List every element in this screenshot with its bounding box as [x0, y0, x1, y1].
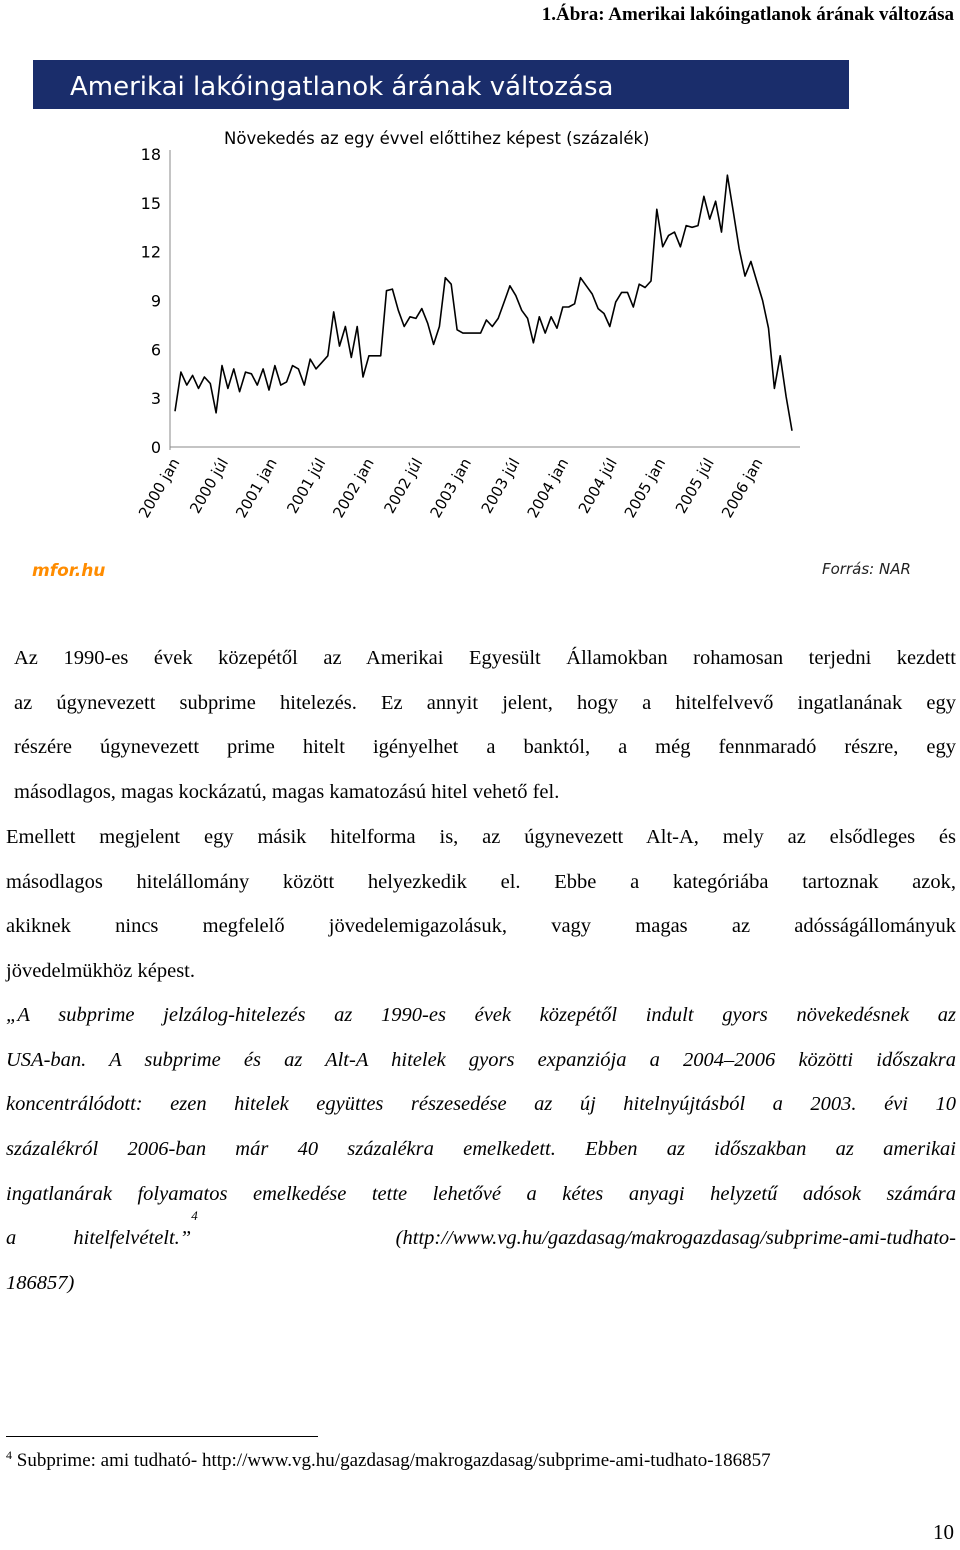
- paragraph-line: USA-ban. A subprime és az Alt-A hitelek gyors expanziója a 2004–2006 közötti időszakra: [6, 1048, 956, 1071]
- y-tick-label: 15: [140, 193, 161, 213]
- source-link[interactable]: (http://www.vg.hu/gazdasag/makrogazdasag/subprime-ami-tudhato-: [395, 1227, 956, 1250]
- y-tick-label: 6: [150, 340, 161, 360]
- x-tick-label: 2002 júl: [380, 455, 427, 517]
- x-tick-label: 2000 jan: [134, 455, 184, 521]
- paragraph-line: százalékról 2006-ban már 40 százalékra emelkedett. Ebben az időszakban az amerikai: [6, 1138, 956, 1161]
- paragraph-line: másodlagos hitelállomány között helyezkedik el. Ebbe a kategóriába tartoznak azok,: [6, 870, 956, 893]
- x-tick-label: 2004 júl: [574, 455, 621, 517]
- x-tick-label: 2005 júl: [671, 455, 718, 517]
- figure-heading: 1.Ábra: Amerikai lakóingatlanok árának változása: [541, 4, 954, 25]
- series-line: [175, 175, 792, 431]
- paragraph-line: koncentrálódott: ezen hitelek együttes részesedése az új hitelnyújtásból a 2003. évi 10: [6, 1093, 956, 1116]
- x-tick-label: 2000 júl: [186, 455, 233, 517]
- x-tick-label: 2003 júl: [477, 455, 524, 517]
- y-tick-label: 0: [150, 438, 161, 457]
- paragraph-line: Az 1990-es évek közepétől az Amerikai Egyesült Államokban rohamosan terjedni kezdett: [14, 647, 956, 669]
- paragraph-line: „A subprime jelzálog-hitelezés az 1990-es évek közepétől indult gyors növekedésnek az: [6, 1004, 956, 1026]
- x-tick-label: 2006 jan: [717, 455, 767, 521]
- footnote: [6, 1450, 771, 1472]
- paragraph-1: [6, 636, 956, 815]
- x-tick-label: 2001 júl: [283, 455, 330, 517]
- footnote-number: 4: [6, 1448, 12, 1462]
- quote-last-line: [6, 1208, 956, 1261]
- quote-paragraph: [6, 993, 956, 1306]
- y-tick-label: 18: [140, 145, 161, 164]
- paragraph-line: az úgynevezett subprime hitelezés. Ez annyit jelent, hogy a hitelfelvevő ingatlanának egy: [14, 691, 956, 714]
- footnote-divider: [6, 1436, 318, 1437]
- paragraph-line: részére úgynevezett prime hitelt igényelhet a banktól, a még fennmaradó részre, egy: [14, 736, 956, 759]
- x-tick-label: 2001 jan: [232, 455, 281, 521]
- paragraph-line: Emellett megjelent egy másik hitelforma is, az úgynevezett Alt-A, mely az elsődleges és: [6, 826, 956, 848]
- y-axis-ticks: [141, 145, 161, 457]
- paragraph-line: ingatlanárak folyamatos emelkedése tette lehetővé a kétes anyagi helyzetű adósok számára: [6, 1182, 956, 1205]
- x-axis-ticks: [135, 455, 766, 521]
- price-change-chart: [0, 50, 960, 590]
- x-tick-label: 2003 jan: [426, 455, 475, 521]
- chart-source: Forrás: NAR: [822, 560, 911, 578]
- x-tick-label: 2002 jan: [329, 455, 378, 521]
- chart-svg: [0, 50, 960, 590]
- chart-subtitle: Növekedés az egy évvel előttihez képest (százalék): [224, 129, 650, 148]
- paragraph-line: 186857): [6, 1272, 75, 1295]
- paragraph-2: [6, 815, 956, 994]
- page-number: 10: [933, 1520, 954, 1544]
- brand-logo: mfor.hu: [32, 561, 106, 581]
- quote-closing-text: a hitelfelvételt.”: [6, 1227, 192, 1250]
- footnote-ref: 4: [191, 1208, 198, 1224]
- x-tick-label: 2005 jan: [620, 455, 670, 521]
- paragraph-line: másodlagos, magas kockázatú, magas kamatozású hitel vehető fel.: [14, 781, 560, 804]
- paragraph-line: jövedelmükhöz képest.: [6, 960, 196, 983]
- y-tick-label: 3: [150, 389, 161, 409]
- paragraph-line: akiknek nincs megfelelő jövedelemigazolásuk, vagy magas az adósságállományuk: [6, 915, 956, 938]
- chart-title: Amerikai lakóingatlanok árának változása: [70, 72, 614, 102]
- footnote-text[interactable]: Subprime: ami tudható- http://www.vg.hu/gazdasag/makrogazdasag/subprime-ami-tudhato-186857: [12, 1450, 771, 1471]
- y-tick-label: 12: [140, 242, 161, 262]
- y-tick-label: 9: [150, 291, 161, 311]
- x-tick-label: 2004 jan: [523, 455, 573, 521]
